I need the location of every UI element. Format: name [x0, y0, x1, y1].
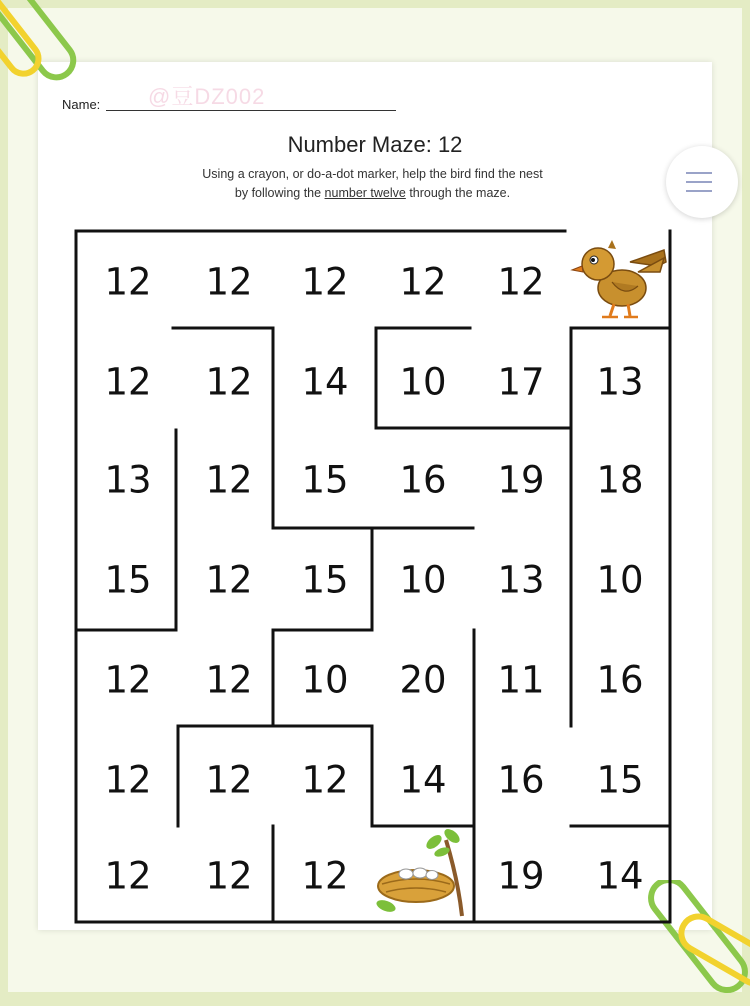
maze-cell-number[interactable]: 12	[205, 458, 253, 502]
maze-cell-number[interactable]: 12	[205, 658, 253, 702]
maze-cell-number[interactable]: 12	[205, 260, 253, 304]
maze-cell-number[interactable]: 12	[205, 360, 253, 404]
instructions-line-1: Using a crayon, or do-a-dot marker, help the bird find the nest	[202, 167, 543, 181]
maze-cell-number[interactable]: 12	[301, 758, 349, 802]
maze-cell-number[interactable]: 16	[596, 658, 644, 702]
instructions-text: by following the	[234, 186, 325, 200]
maze-cell-number[interactable]: 15	[301, 458, 349, 502]
maze-cell-number[interactable]: 10	[596, 558, 644, 602]
maze-cell-number[interactable]: 12	[104, 260, 152, 304]
nest-with-eggs-icon	[375, 826, 462, 916]
maze-cell-number[interactable]: 12	[205, 854, 253, 898]
maze-cell-number[interactable]: 12	[205, 758, 253, 802]
maze-cell-number[interactable]: 18	[596, 458, 644, 502]
maze-cells	[104, 261, 643, 898]
maze-cell-number[interactable]: 15	[104, 558, 152, 602]
bird-icon	[572, 240, 666, 317]
instructions-emphasis: number twelve	[324, 186, 406, 200]
maze-cell-number[interactable]: 12	[104, 360, 152, 404]
maze-cell-number[interactable]: 17	[497, 360, 545, 404]
maze-cell-number[interactable]: 10	[301, 658, 349, 702]
maze-cell-number[interactable]: 15	[301, 558, 349, 602]
maze-cell-number[interactable]: 11	[497, 658, 545, 702]
maze-cell-number[interactable]: 13	[104, 458, 152, 502]
maze-cell-number[interactable]: 14	[399, 758, 447, 802]
maze-cell-number[interactable]: 15	[596, 758, 644, 802]
maze-cell-number[interactable]: 13	[497, 558, 545, 602]
maze-walls	[76, 231, 670, 922]
maze-cell-number[interactable]: 14	[596, 854, 644, 898]
maze-cell-number[interactable]: 13	[596, 360, 644, 404]
maze-cell-number[interactable]: 12	[205, 558, 253, 602]
maze-cell-number[interactable]: 20	[399, 658, 447, 702]
maze-cell-number[interactable]: 12	[399, 260, 447, 304]
maze-cell-number[interactable]: 12	[104, 758, 152, 802]
maze-cell-number[interactable]: 10	[399, 558, 447, 602]
maze-cell-number[interactable]: 19	[497, 458, 545, 502]
maze-cell-number[interactable]: 10	[399, 360, 447, 404]
maze-cell-number[interactable]: 12	[497, 260, 545, 304]
maze-cell-number[interactable]: 12	[301, 854, 349, 898]
maze-cell-number[interactable]: 16	[497, 758, 545, 802]
page-title: Number Maze: 12	[287, 132, 463, 157]
maze-cell-number[interactable]: 12	[301, 260, 349, 304]
watermark-text: @豆DZ002	[148, 84, 266, 109]
maze-cell-number[interactable]: 16	[399, 458, 447, 502]
name-label: Name:	[62, 97, 101, 112]
instructions-text: through the maze.	[405, 186, 511, 200]
maze-cell-number[interactable]: 19	[497, 854, 545, 898]
maze-cell-number[interactable]: 12	[104, 854, 152, 898]
maze-cell-number[interactable]: 14	[301, 360, 349, 404]
maze-cell-number[interactable]: 12	[104, 658, 152, 702]
